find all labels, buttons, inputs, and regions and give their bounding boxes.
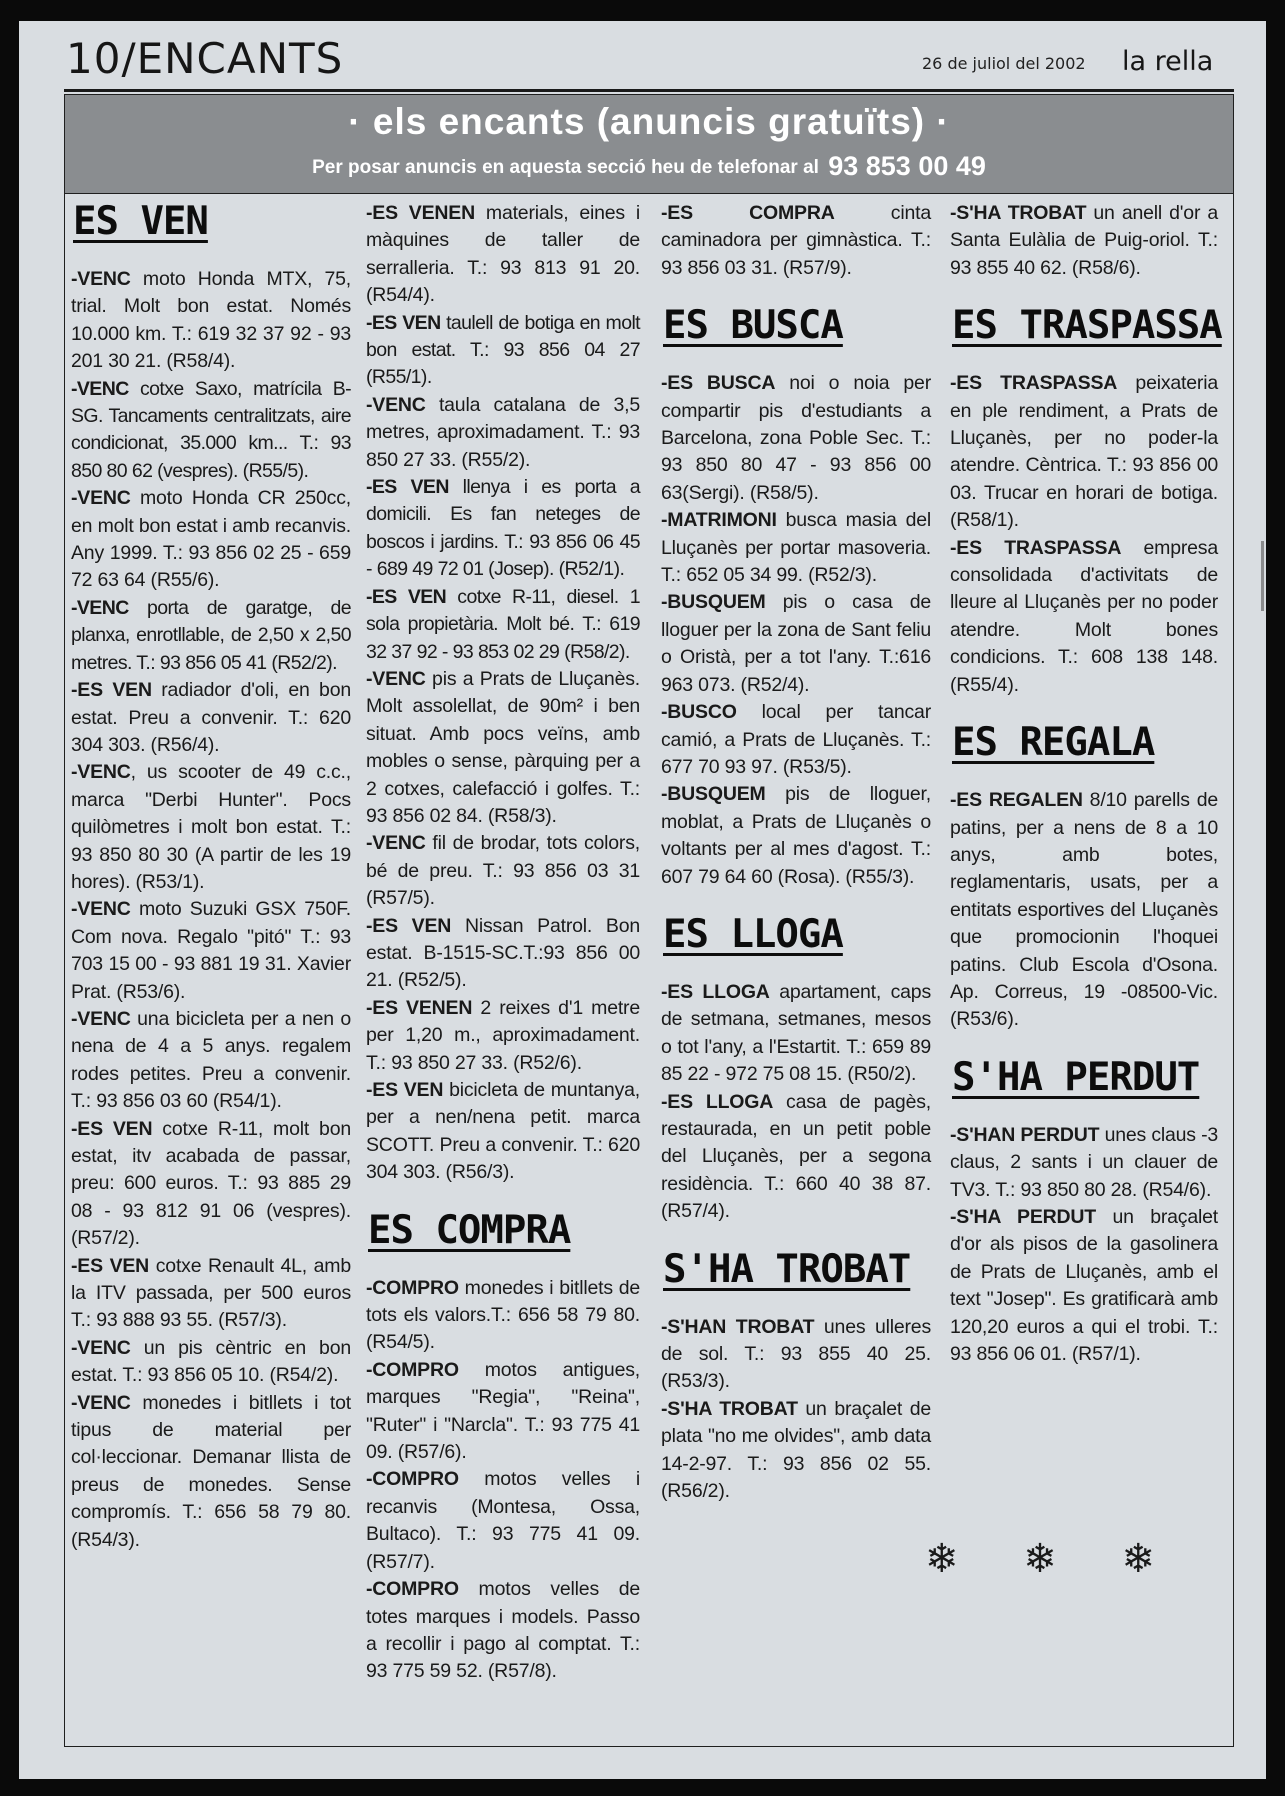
ad-text: motos antigues, marques "Regia", "Reina", "Ruter" i "Narcla". T.: 93 775 41 09. (R57/6).	[366, 1358, 640, 1464]
es-compra-list-a	[366, 1275, 640, 1686]
ad-keyword: -VENC	[71, 596, 129, 619]
ad-text: monedes i bitllets i tot tipus de material per col·leccionar. Demanar llista de preus de monedes. Sense compromís. T.: 656 58 79 80. (R54/3).	[71, 1391, 351, 1551]
ad-text: moto Suzuki GSX 750F. Com nova. Regalo "pitó" T.: 93 703 15 00 - 93 881 19 31. Xavier Prat. (R53/6).	[71, 898, 351, 1003]
classified-ad	[661, 1314, 931, 1396]
ad-text: motos velles de totes marques i models. Passo a recollir i pago al comptat. T.: 93 775 59 52. (R57/8).	[366, 1578, 640, 1683]
ad-keyword: -BUSCO	[661, 701, 737, 724]
ad-text: unes claus -3 claus, 2 sants i un clauer de TV3. T.: 93 850 80 28. (R54/6).	[950, 1123, 1219, 1201]
classified-ad	[950, 200, 1218, 282]
es-ven-list-a	[71, 266, 351, 1554]
classified-ad	[366, 830, 640, 912]
ad-keyword: -COMPRO	[366, 1276, 459, 1299]
ad-keyword: -S'HA TROBAT	[950, 202, 1087, 224]
ad-text: unes ulleres de sol. T.: 93 855 40 25. (R53/3).	[661, 1315, 931, 1393]
banner-subtitle	[65, 151, 1233, 182]
ad-text: 2 reixes d'1 metre per 1,20 m., aproximadament. T.: 93 850 27 33. (R52/6).	[366, 996, 640, 1074]
ad-text: cotxe R-11, diesel. 1 sola propietària. Molt bé. T.: 619 32 37 92 - 93 853 02 29 (R58/2).	[366, 585, 640, 663]
classified-ad	[950, 370, 1218, 534]
es-compra-list-b	[661, 200, 931, 282]
ad-text: pis o casa de lloguer per la zona de Sant feliu o Oristà, per a tot l'any. T.:616 963 073. (R52/4).	[661, 591, 931, 696]
header-rule	[64, 89, 1234, 92]
classifieds-banner	[65, 95, 1233, 194]
column-3	[661, 200, 931, 1505]
ad-keyword: -VENC	[366, 393, 426, 416]
classified-ad	[950, 1204, 1218, 1368]
classified-ad	[661, 1396, 931, 1506]
ad-keyword: -ES VEN	[366, 585, 447, 608]
classified-ad	[661, 979, 931, 1089]
banner-title: · els encants (anuncis gratuïts) ·	[348, 101, 950, 142]
ad-text: moto Honda MTX, 75, trial. Molt bon estat. Només 10.000 km. T.: 619 32 37 92 - 93 201 30 21. (R58/4).	[71, 268, 351, 373]
ad-text: radiador d'oli, en bon estat. Preu a convenir. T.: 620 304 303. (R56/4).	[71, 679, 351, 756]
ad-text: busca masia del Lluçanès per portar masoveria. T.: 652 05 34 99. (R52/3).	[661, 509, 931, 587]
ad-text: cotxe R-11, molt bon estat, itv acabada de passar, preu: 600 euros. T.: 93 885 29 08 - 93 812 91 06 (vespres). (R57/2).	[71, 1117, 351, 1250]
ad-keyword: -ES REGALEN	[950, 789, 1083, 812]
es-traspassa-list	[950, 370, 1218, 699]
decorative-stars	[925, 1536, 1155, 1582]
scan-edge-mark	[1261, 541, 1264, 611]
ad-keyword: -VENC	[71, 898, 131, 921]
classified-ad	[366, 666, 640, 830]
classified-ad	[366, 474, 640, 584]
ad-keyword: -ES VEN	[71, 679, 152, 702]
ad-keyword: -COMPRO	[366, 1578, 459, 1601]
classified-ad	[366, 584, 640, 666]
ad-keyword: -VENC	[71, 487, 131, 510]
ad-text: moto Honda CR 250cc, en molt bon estat i amb recanvis. Any 1999. T.: 93 856 02 25 - 659 72 63 64 (R55/6).	[71, 487, 351, 592]
ad-keyword: -ES VEN	[71, 1254, 150, 1277]
classified-ad	[661, 200, 931, 282]
ad-keyword: -VENC	[71, 268, 131, 290]
classified-ad	[950, 787, 1218, 1034]
ad-text: taula catalana de 3,5 metres, aproximadament. T.: 93 850 27 33. (R55/2).	[366, 393, 640, 471]
classified-ad	[71, 1116, 351, 1253]
classified-ad	[366, 995, 640, 1077]
ad-text: fil de brodar, tots colors, bé de preu. T.: 93 856 03 31 (R57/5).	[366, 832, 640, 910]
es-lloga-list	[661, 979, 931, 1226]
newspaper-page	[19, 21, 1266, 1779]
ad-keyword: -ES VEN	[366, 1079, 444, 1101]
ad-keyword: -ES VENEN	[366, 202, 475, 224]
classified-ad	[366, 392, 640, 474]
ad-keyword: -S'HAN PERDUT	[950, 1123, 1100, 1146]
classified-ad	[950, 535, 1218, 699]
ad-keyword: -ES TRASPASSA	[950, 372, 1118, 395]
ad-text: cotxe Saxo, matrícila B-SG. Tancaments centralitzats, aire condicionat, 35.000 km... T.: 93 850 80 62 (vespres). (R55/5).	[71, 377, 351, 482]
classified-ad	[71, 485, 351, 595]
banner-phone: 93 853 00 49	[828, 151, 986, 181]
ad-keyword: -VENC	[71, 377, 129, 400]
ad-keyword: -BUSQUEM	[661, 783, 766, 806]
section-heading-sha-perdut: S'HA PERDUT	[952, 1054, 1200, 1100]
page-section-title: 10/ENCANTS	[66, 34, 344, 83]
ad-keyword: -ES VEN	[366, 914, 452, 937]
ad-text: 8/10 parells de patins, per a nens de 8 a 10 anys, amb botes, reglamentaris, usats, per a entitats esportives del Lluçanès que promocionin l'hoquei patins. Club Escola d'Osona. Ap. Correus, 19 -08500-Vic. (R53/6).	[950, 789, 1218, 1031]
ad-keyword: -VENC	[366, 667, 426, 690]
classified-ad	[661, 1089, 931, 1226]
classified-ad	[366, 1357, 640, 1467]
ad-keyword: -VENC	[71, 1336, 131, 1359]
ad-keyword: -S'HA PERDUT	[950, 1205, 1097, 1228]
ad-text: porta de garatge, de planxa, enrotllable, de 2,50 x 2,50 metres. T.: 93 856 05 41 (R52/2).	[71, 596, 351, 674]
snowflake-icon: ❄	[1121, 1537, 1155, 1581]
es-busca-list	[661, 370, 931, 891]
ad-text: una bicicleta per a nen o nena de 4 a 5 anys. regalem rodes petites. Preu a convenir. T.: 93 856 03 60 (R54/1).	[71, 1007, 351, 1113]
ad-keyword: -ES COMPRA	[661, 202, 835, 224]
ad-keyword: -ES VEN	[366, 311, 441, 334]
classified-ad	[71, 677, 351, 759]
section-heading-sha-trobat: S'HA TROBAT	[663, 1246, 911, 1292]
ad-keyword: -S'HAN TROBAT	[661, 1315, 815, 1338]
ad-text: bicicleta de muntanya, per a nen/nena petit. marca SCOTT. Preu a convenir. T.: 620 304 303. (R56/3).	[366, 1079, 640, 1184]
classified-ad	[661, 507, 931, 589]
ad-keyword: -BUSQUEM	[661, 591, 766, 614]
snowflake-icon: ❄	[1023, 1537, 1057, 1581]
classified-ad	[366, 200, 640, 310]
ad-text: cinta caminadora per gimnàstica. T.: 93 856 03 31. (R57/9).	[661, 202, 931, 279]
ad-text: noi o noia per compartir pis d'estudiants a Barcelona, zona Poble Sec. T.: 93 850 80 47 - 93 856 00 63(Sergi). (R58/5).	[661, 372, 931, 504]
column-2	[366, 200, 640, 1686]
classified-ad	[71, 1253, 351, 1335]
column-1	[71, 200, 351, 1554]
sha-perdut-list	[950, 1122, 1218, 1369]
ad-text: taulell de botiga en molt bon estat. T.: 93 856 04 27 (R55/1).	[366, 311, 640, 389]
classified-ad	[950, 1122, 1218, 1204]
sha-trobat-list-b	[950, 200, 1218, 282]
ad-keyword: -COMPRO	[366, 1468, 459, 1491]
classified-ad	[661, 781, 931, 891]
classified-ad	[661, 699, 931, 781]
classifieds-frame	[64, 94, 1234, 1747]
classified-ad	[71, 759, 351, 896]
ad-text: apartament, caps de setmana, setmanes, mesos o tot l'any, a l'Estartit. T.: 659 89 85 22 - 972 75 08 15. (R50/2).	[661, 980, 931, 1086]
ad-text: motos velles i recanvis (Montesa, Ossa, Bultaco). T.: 93 775 41 09.(R57/7).	[366, 1468, 640, 1573]
ad-keyword: -ES BUSCA	[661, 372, 776, 395]
ad-text: cotxe Renault 4L, amb la ITV passada, per 500 euros T.: 93 888 93 55. (R57/3).	[71, 1254, 351, 1332]
ad-text: un pis cèntric en bon estat. T.: 93 856 05 10. (R54/2).	[71, 1336, 351, 1387]
ad-keyword: -VENC	[71, 761, 131, 784]
classified-ad	[661, 589, 931, 699]
ad-keyword: -ES VEN	[71, 1117, 153, 1140]
classified-ad	[366, 1275, 640, 1357]
classified-ad	[366, 1077, 640, 1187]
ad-text: un braçalet de plata "no me olvides", amb data 14-2-97. T.: 93 856 02 55. (R56/2).	[661, 1397, 931, 1503]
section-heading-es-compra: ES COMPRA	[368, 1207, 571, 1253]
classified-ad	[366, 1576, 640, 1686]
classified-ad	[71, 1006, 351, 1116]
ad-text: pis de lloguer, moblat, a Prats de Lluçanès o voltants per al mes d'agost. T.: 607 79 64 60 (Rosa). (R55/3).	[661, 783, 931, 888]
ad-text: materials, eines i màquines de taller de serralleria. T.: 93 813 91 20. (R54/4).	[366, 202, 640, 307]
column-4	[950, 200, 1222, 1368]
ad-keyword: -ES TRASPASSA	[950, 536, 1122, 559]
publication-brand: la rella	[1122, 46, 1214, 77]
ad-text: monedes i bitllets de tots els valors.T.: 656 58 79 80. (R54/5).	[366, 1276, 640, 1354]
classified-ad	[71, 376, 351, 486]
classified-ad	[71, 595, 351, 677]
ad-text: llenya i es porta a domicili. Es fan neteges de boscos i jardins. T.: 93 856 06 45 - 689 49 72 01 (Josep). (R52/1).	[366, 476, 640, 581]
es-regala-list	[950, 787, 1218, 1034]
ad-keyword: -COMPRO	[366, 1358, 459, 1381]
ad-keyword: -S'HA TROBAT	[661, 1397, 798, 1420]
classified-ad	[366, 1466, 640, 1576]
ad-text: local per tancar camió, a Prats de Lluçanès. T.: 677 70 93 97. (R53/5).	[661, 701, 931, 778]
ad-keyword: -VENC	[71, 1391, 131, 1414]
banner-subtitle-text: Per posar anuncis en aquesta secció heu de telefonar al	[312, 157, 819, 178]
classified-ad	[71, 266, 351, 376]
publication-date: 26 de juliol del 2002	[922, 54, 1086, 73]
section-heading-es-traspassa: ES TRASPASSA	[952, 303, 1222, 349]
classified-ad	[661, 370, 931, 507]
ad-text: casa de pagès, restaurada, en un petit poble del Lluçanès, per a segona residència. T.: 660 40 38 87. (R57/4).	[661, 1090, 931, 1223]
ad-text: Nissan Patrol. Bon estat. B-1515-SC.T.:93 856 00 21. (R52/5).	[366, 914, 640, 992]
ad-text: un anell d'or a Santa Eulàlia de Puig-oriol. T.: 93 855 40 62. (R58/6).	[950, 202, 1218, 279]
classified-ad	[366, 913, 640, 995]
ad-keyword: -VENC	[366, 832, 426, 855]
section-heading-es-regala: ES REGALA	[952, 720, 1155, 766]
sha-trobat-list-a	[661, 1314, 931, 1506]
ad-keyword: -MATRIMONI	[661, 509, 777, 532]
classified-ad	[71, 1390, 351, 1554]
ad-keyword: -ES LLOGA	[661, 980, 770, 1003]
ad-text: pis a Prats de Lluçanès. Molt assolellat, de 90m² i ben situat. Amb pocs veïns, amb mobles o sense, pàrquing per a 2 cotxes, calefacció i golfes. T.: 93 856 02 84. (R58/3).	[366, 667, 640, 827]
es-ven-list-b	[366, 200, 640, 1187]
ad-text: un braçalet d'or als pisos de la gasolinera de Prats de Lluçanès, amb el text "Josep". Es gratificarà amb 120,20 euros a qui el trobi. T.: 93 856 06 01. (R57/1).	[950, 1205, 1218, 1365]
ad-text: , us scooter de 49 c.c., marca "Derbi Hunter". Pocs quilòmetres i molt bon estat. T.: 93 850 80 30 (A partir de les 19 hores). (R53/1).	[71, 761, 351, 893]
classified-ad	[366, 310, 640, 392]
ad-keyword: -ES VENEN	[366, 996, 473, 1019]
ad-keyword: -VENC	[71, 1007, 131, 1030]
snowflake-icon: ❄	[925, 1537, 959, 1581]
ad-keyword: -ES LLOGA	[661, 1090, 774, 1113]
section-heading-es-busca: ES BUSCA	[663, 303, 843, 349]
section-heading-es-ven: ES VEN	[73, 199, 208, 244]
ad-text: empresa consolidada d'activitats de lleure al Lluçanès per no poder atendre. Molt bones condicions. T.: 608 138 148. (R55/4).	[950, 536, 1218, 696]
ad-text: peixateria en ple rendiment, a Prats de Lluçanès, per no poder-la atendre. Cèntrica. T.: 93 856 00 03. Trucar en horari de botiga. (R58/1).	[950, 372, 1218, 532]
classified-ad	[71, 896, 351, 1006]
ad-keyword: -ES VEN	[366, 476, 449, 499]
classified-ad	[71, 1335, 351, 1390]
section-heading-es-lloga: ES LLOGA	[663, 911, 843, 957]
